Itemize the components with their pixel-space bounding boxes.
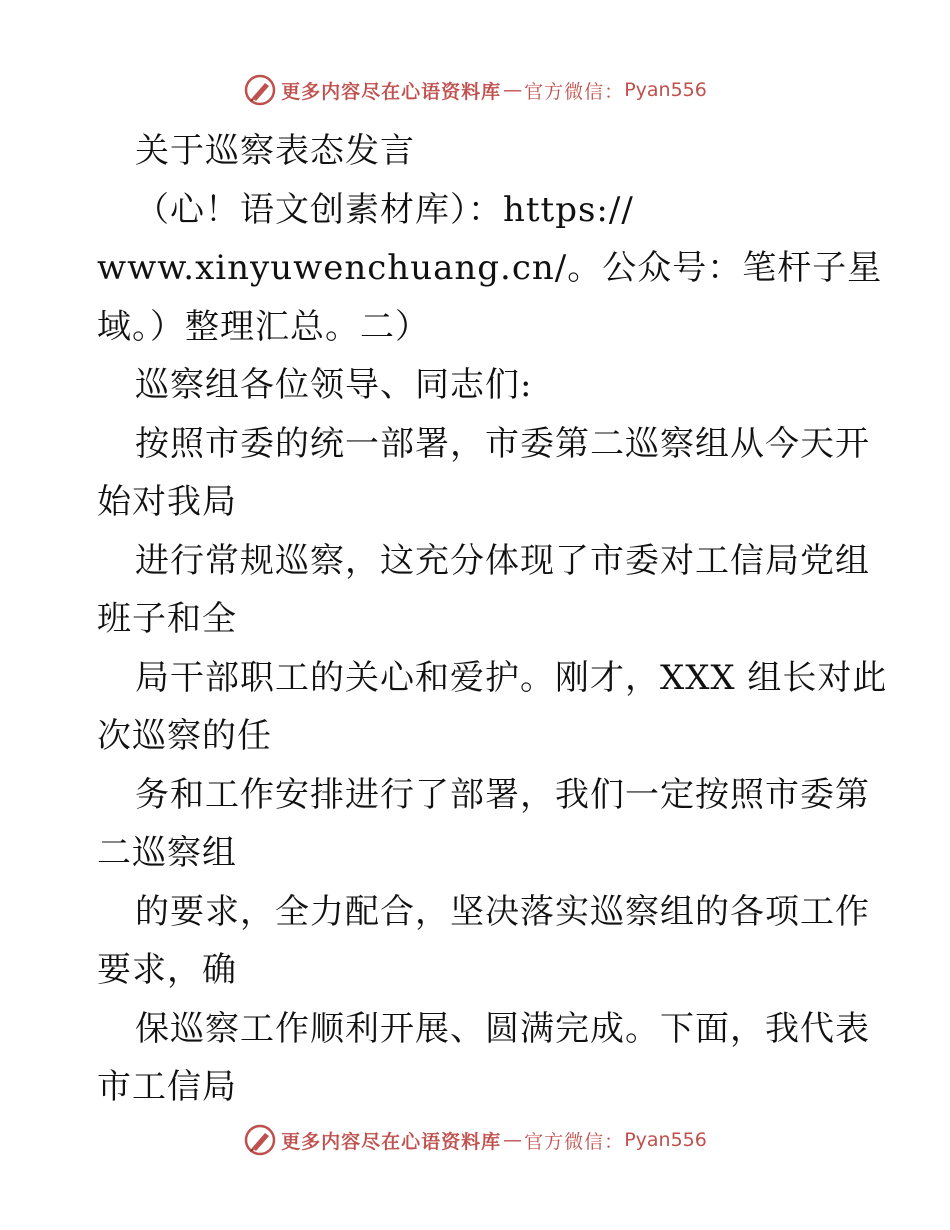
doc-line: 的要求，全力配合，坚决落实巡察组的各项工作 (135, 891, 870, 932)
doc-line: 保巡察工作顺利开展、圆满完成。下面，我代表 (135, 1008, 870, 1049)
banner-wechat-label: 官方微信： (524, 80, 625, 103)
footer-banner (0, 1120, 950, 1160)
banner-wechat-account: Pyan556 (624, 79, 707, 101)
banner-site-text: 更多内容尽在心语资料库 (281, 80, 502, 103)
pen-logo-icon (243, 1123, 277, 1157)
doc-line: 要求，确 (97, 950, 237, 990)
doc-salutation: 巡察组各位领导、同志们: (135, 365, 533, 405)
banner-separator: — (503, 1129, 523, 1151)
doc-line: 班子和全 (97, 599, 237, 639)
doc-line: 域。）整理汇总。二） (97, 306, 430, 347)
pen-logo-icon (243, 73, 277, 107)
banner-site-text: 更多内容尽在心语资料库 (281, 1130, 502, 1153)
doc-line: 市工信局 (97, 1067, 237, 1107)
doc-line: 始对我局 (97, 482, 237, 522)
doc-line: 局干部职工的关心和爱护。刚才，XXX 组长对此 (135, 657, 888, 698)
document-body (97, 122, 888, 1117)
doc-line: 按照市委的统一部署，市委第二巡察组从今天开 (135, 423, 870, 464)
banner-separator: — (503, 79, 523, 101)
header-banner (0, 70, 950, 110)
banner-wechat-label: 官方微信： (524, 1130, 625, 1153)
doc-line: （心！语文创素材库）：https:// (135, 189, 634, 230)
doc-line: 次巡察的任 (97, 716, 272, 756)
doc-line: 进行常规巡察，这充分体现了市委对工信局党组 (135, 540, 870, 581)
banner-wechat-account: Pyan556 (624, 1129, 707, 1151)
doc-title: 关于巡察表态发言 (135, 131, 415, 171)
doc-line: 务和工作安排进行了部署，我们一定按照市委第 (135, 774, 870, 815)
doc-line: www.xinyuwenchuang.cn/。公众号：笔杆子星 (97, 248, 883, 288)
doc-line: 二巡察组 (97, 833, 237, 873)
